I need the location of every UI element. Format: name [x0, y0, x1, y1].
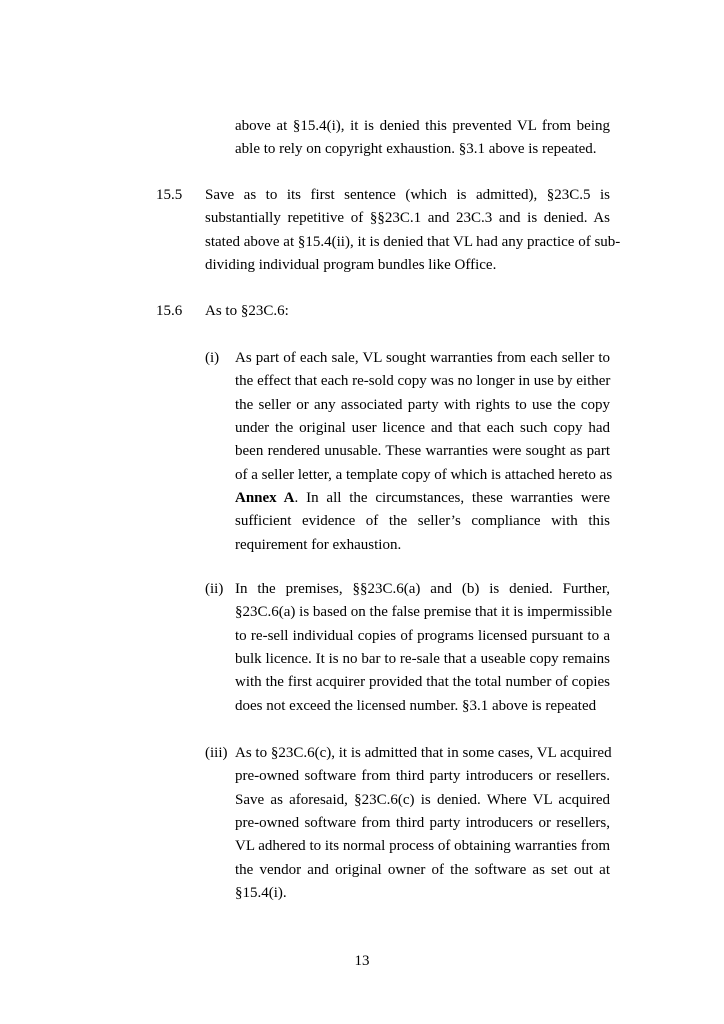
- subitem-marker: (i): [205, 350, 220, 366]
- text-line: been rendered unusable. These warranties were sought as part: [235, 443, 610, 460]
- text-line: In the premises, §§23C.6(a) and (b) is denied. Further,: [235, 581, 610, 597]
- text-line: the seller or any associated party with rights to use the copy: [235, 396, 610, 413]
- subitem-marker: (ii): [205, 581, 224, 597]
- text-line: §15.4(i).: [235, 884, 287, 901]
- paragraph-body: [235, 578, 613, 718]
- paragraph-body: [235, 347, 613, 557]
- text-line: bulk licence. It is no bar to re-sale that a useable copy remains: [235, 650, 610, 667]
- text-line: pre-owned software from third party introducers or resellers.: [235, 768, 610, 785]
- text-line: of a seller letter, a template copy of which is attached hereto as: [235, 466, 613, 483]
- paragraph-body: [205, 300, 610, 323]
- text-line: dividing individual program bundles like Office.: [205, 256, 497, 273]
- annex-a-bold: Annex A: [235, 489, 295, 506]
- page-number: 13: [354, 953, 370, 969]
- text-line: with the first acquirer provided that the total number of copies: [235, 674, 610, 691]
- text-line: As to §23C.6(c), it is admitted that in some cases, VL acquired: [235, 745, 612, 761]
- text-line: As part of each sale, VL sought warranties from each seller to: [235, 350, 610, 366]
- paragraph-body: [235, 115, 610, 162]
- text-line: does not exceed the licensed number. §3.1 above is repeated: [235, 697, 597, 714]
- paragraph-body: [205, 184, 621, 277]
- text-line: to re-sell individual copies of programs licensed pursuant to a: [235, 627, 610, 644]
- text-line: Save as to its first sentence (which is admitted), §23C.5 is: [205, 187, 610, 203]
- paragraph-number: 15.6: [156, 303, 183, 319]
- text-line: requirement for exhaustion.: [235, 536, 402, 553]
- text-line: above at §15.4(i), it is denied this prevented VL from being: [235, 118, 610, 134]
- text-line: under the original user licence and that each such copy had: [235, 419, 610, 436]
- text-line: [235, 487, 610, 510]
- subitem-marker: (iii): [205, 745, 228, 761]
- text-line: VL adhered to its normal process of obtaining warranties from: [235, 838, 610, 855]
- text-line: Save as aforesaid, §23C.6(c) is denied. Where VL acquired: [235, 791, 610, 808]
- text-segment: . In all the circumstances, these warranties were: [294, 489, 610, 506]
- text-line: sufficient evidence of the seller’s compliance with this: [235, 513, 610, 530]
- text-line: pre-owned software from third party introducers or resellers,: [235, 814, 610, 831]
- text-line: substantially repetitive of §§23C.1 and 23C.3 and is denied. As: [205, 210, 610, 227]
- text-line: able to rely on copyright exhaustion. §3.1 above is repeated.: [235, 141, 597, 158]
- text-line: the vendor and original owner of the software as set out at: [235, 861, 610, 878]
- text-line: §23C.6(a) is based on the false premise that it is impermissible: [235, 604, 613, 621]
- paragraph-number: 15.5: [156, 187, 183, 203]
- text-line: stated above at §15.4(ii), it is denied that VL had any practice of sub-: [205, 233, 621, 250]
- paragraph-body: [235, 742, 610, 905]
- text-line: the effect that each re-sold copy was no longer in use by either: [235, 373, 611, 390]
- text-line: As to §23C.6:: [205, 303, 289, 319]
